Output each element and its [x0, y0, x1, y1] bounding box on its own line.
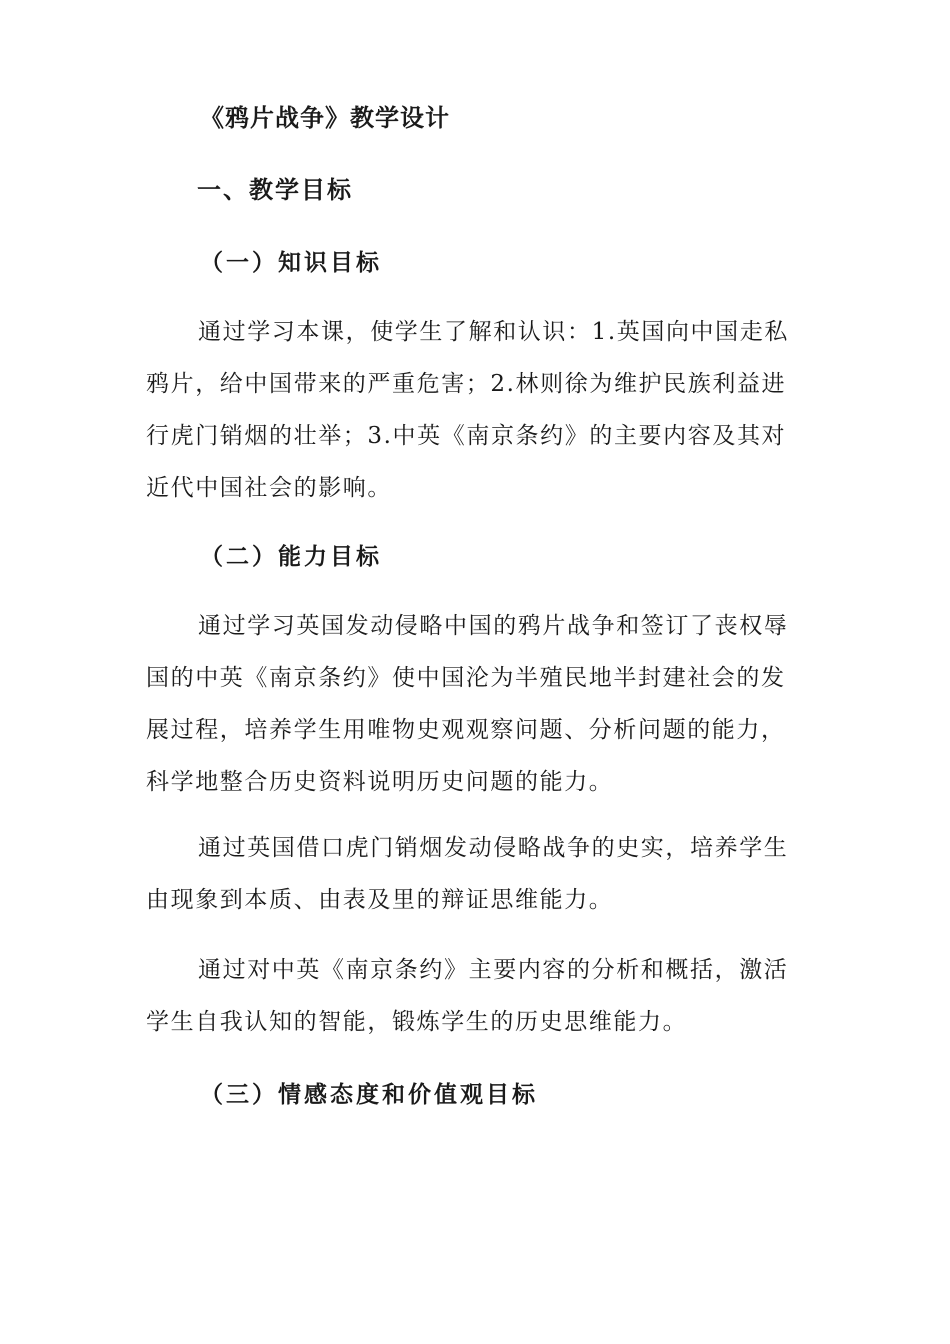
subheading-emotion-values-objectives: （三）情感态度和价值观目标: [200, 1081, 538, 1108]
subheading-knowledge-objectives: （一）知识目标: [200, 249, 382, 276]
document-title: 《鸦片战争》教学设计: [200, 103, 450, 132]
paragraph-ability-objectives-3: 通过对中英《南京条约》主要内容的分析和概括，激活学生自我认知的智能，锻炼学生的历史思维能力。: [146, 957, 789, 1035]
paragraph-ability-objectives-2: 通过英国借口虎门销烟发动侵略战争的史实，培养学生由现象到本质、由表及里的辩证思维能力。: [146, 835, 789, 913]
section-heading-teaching-objectives: 一、教学目标: [197, 175, 353, 204]
paragraph-ability-objectives-1: 通过学习英国发动侵略中国的鸦片战争和签订了丧权辱国的中英《南京条约》使中国沦为半殖民地半封建社会的发展过程，培养学生用唯物史观观察问题、分析问题的能力，科学地整合历史资料说明历史问题的能力。: [146, 613, 789, 795]
paragraph-knowledge-objectives: 通过学习本课，使学生了解和认识：1.英国向中国走私鸦片，给中国带来的严重危害；2.林则徐为维护民族利益进行虎门销烟的壮举；3.中英《南京条约》的主要内容及其对近代中国社会的影响。: [146, 319, 789, 501]
subheading-ability-objectives: （二）能力目标: [200, 543, 382, 570]
